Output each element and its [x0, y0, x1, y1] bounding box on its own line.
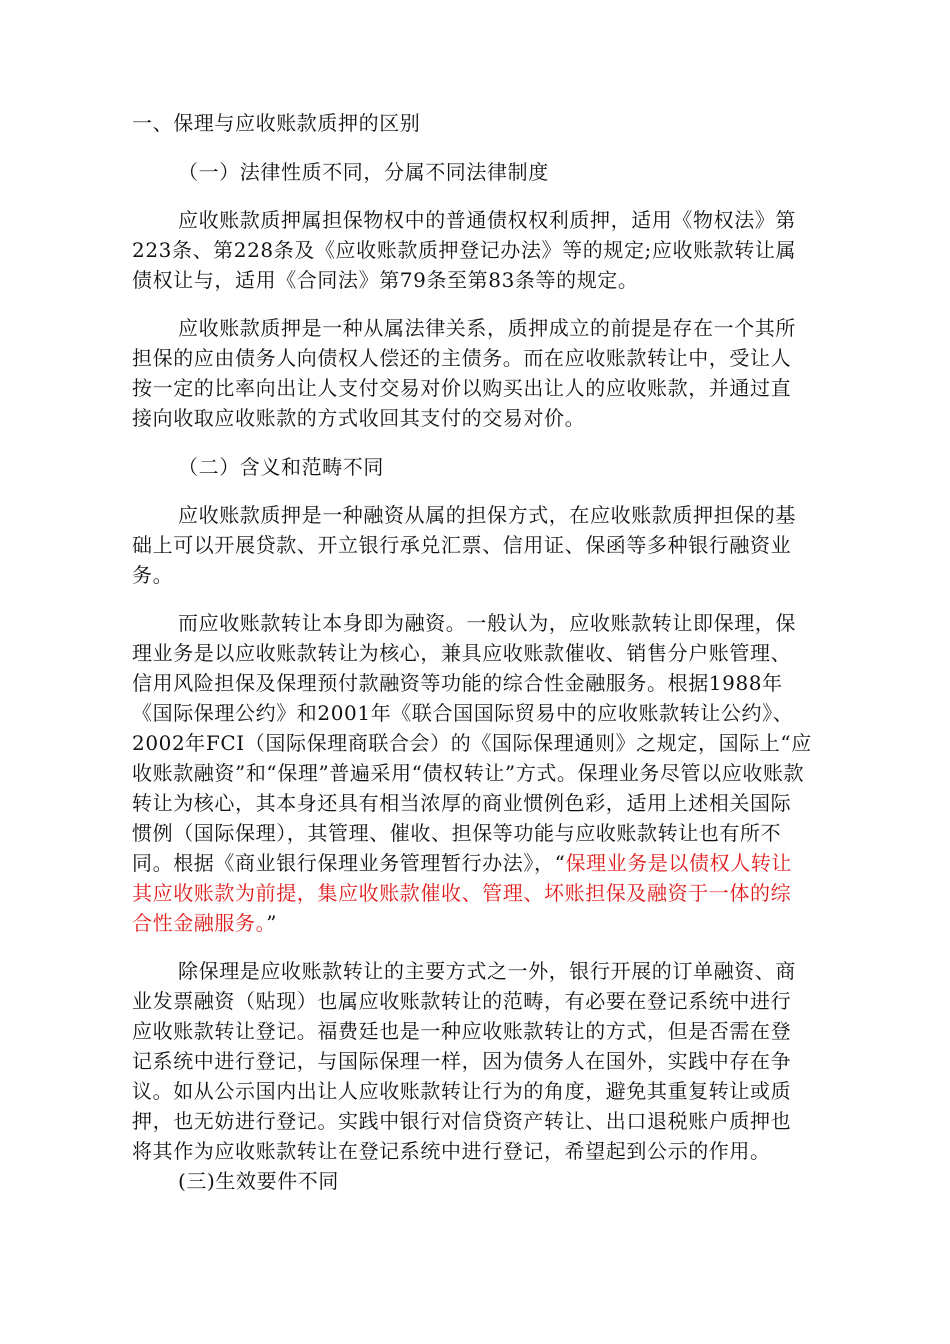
paragraph-line: 应收账款转让登记。福费廷也是一种应收账款转让的方式，但是否需在登 [132, 1019, 792, 1043]
paragraph-line: 除保理是应收账款转让的主要方式之一外，银行开展的订单融资、商 [178, 959, 796, 983]
subsection-heading: （二）含义和范畴不同 [178, 455, 384, 479]
paragraph-line: 2002年FCI（国际保理商联合会）的《国际保理通则》之规定，国际上“应 [132, 731, 812, 755]
paragraph-line: 担保的应由债务人向债权人偿还的主债务。而在应收账款转让中，受让人 [132, 346, 792, 370]
paragraph-line: 转让为核心，其本身还具有相当浓厚的商业惯例色彩，适用上述相关国际 [132, 791, 792, 815]
paragraph-line: 议。如从公示国内出让人应收账款转让行为的角度，避免其重复转让或质 [132, 1079, 792, 1103]
section-heading: 一、保理与应收账款质押的区别 [132, 111, 421, 135]
paragraph-line: 信用风险担保及保理预付款融资等功能的综合性金融服务。根据1988年 [132, 671, 783, 695]
paragraph-line: 务。 [132, 563, 174, 587]
paragraph-line: 223条、第228条及《应收账款质押登记办法》等的规定;应收账款转让属 [132, 238, 797, 262]
paragraph-line: 应收账款质押是一种从属法律关系，质押成立的前提是存在一个其所 [178, 316, 796, 340]
paragraph-line: 理业务是以应收账款转让为核心，兼具应收账款催收、销售分户账管理、 [132, 641, 792, 665]
highlighted-quote: 保理业务是以债权人转让 [565, 851, 793, 875]
closing-quote: ” [266, 911, 278, 935]
paragraph-line: 记系统中进行登记，与国际保理一样，因为债务人在国外，实践中存在争 [132, 1049, 792, 1073]
paragraph-line: 应收账款质押是一种融资从属的担保方式，在应收账款质押担保的基 [178, 503, 796, 527]
paragraph-line: 而应收账款转让本身即为融资。一般认为，应收账款转让即保理，保 [178, 611, 796, 635]
paragraph-line: 业发票融资（贴现）也属应收账款转让的范畴，有必要在登记系统中进行 [132, 989, 792, 1013]
paragraph-line: 押，也无妨进行登记。实践中银行对信贷资产转让、出口退税账户质押也 [132, 1109, 792, 1133]
paragraph-line: 接向收取应收账款的方式收回其支付的交易对价。 [132, 406, 586, 430]
paragraph-line: 将其作为应收账款转让在登记系统中进行登记，希望起到公示的作用。 [132, 1139, 771, 1163]
paragraph-line: 应收账款质押属担保物权中的普通债权权利质押，适用《物权法》第 [178, 208, 796, 232]
paragraph-line: 按一定的比率向出让人支付交易对价以购买出让人的应收账款，并通过直 [132, 376, 792, 400]
paragraph-text: 同。根据《商业银行保理业务管理暂行办法》，“ [132, 851, 566, 875]
paragraph-line [132, 848, 792, 878]
paragraph-line: 础上可以开展贷款、开立银行承兑汇票、信用证、保函等多种银行融资业 [132, 533, 792, 557]
highlighted-quote: 其应收账款为前提，集应收账款催收、管理、坏账担保及融资于一体的综 [132, 881, 792, 905]
paragraph-line: 收账款融资”和“保理”普遍采用“债权转让”方式。保理业务尽管以应收账款 [132, 761, 805, 785]
paragraph-line [132, 908, 277, 938]
paragraph-line: 惯例（国际保理），其管理、催收、担保等功能与应收账款转让也有所不 [132, 821, 782, 845]
subsection-heading: （一）法律性质不同，分属不同法律制度 [178, 160, 549, 184]
highlighted-quote: 合性金融服务。 [132, 911, 267, 935]
paragraph-line: 债权让与，适用《合同法》第79条至第83条等的规定。 [132, 268, 639, 292]
subsection-heading: (三)生效要件不同 [178, 1169, 340, 1193]
paragraph-line: 《国际保理公约》和2001年《联合国国际贸易中的应收账款转让公约》、 [132, 701, 794, 725]
